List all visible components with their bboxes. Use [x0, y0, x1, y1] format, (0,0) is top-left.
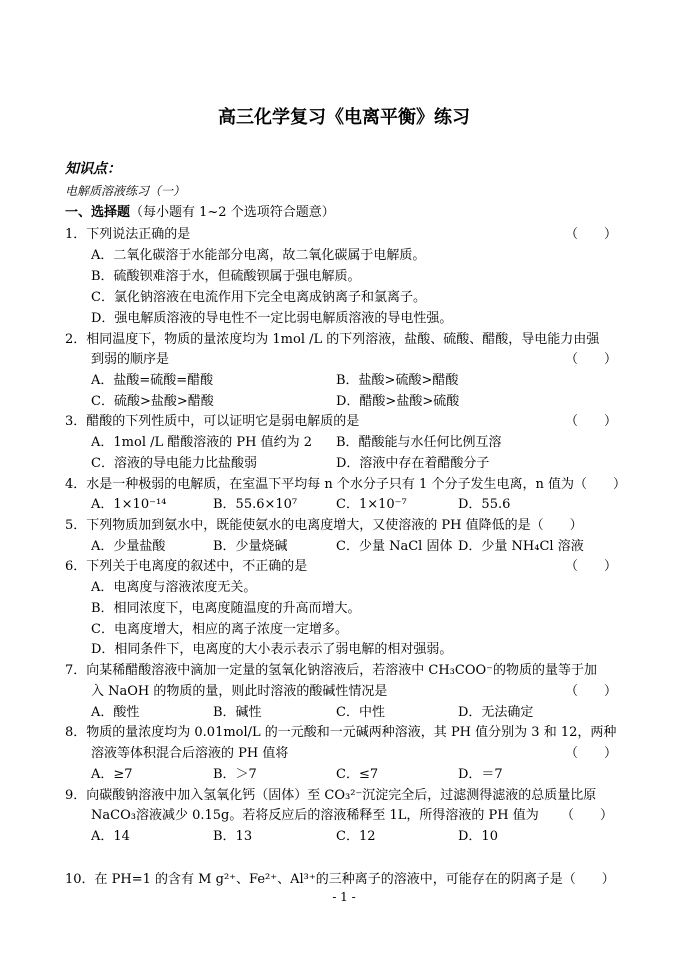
- subtitle: 电解质溶液练习（一）: [65, 184, 186, 198]
- section-title: 一、选择题: [65, 205, 131, 220]
- q8-option-d: D．＝7: [458, 767, 503, 782]
- q2-option-b: B．盐酸>硫酸>醋酸: [336, 373, 459, 388]
- q5-stem: 5．下列物质加到氨水中，既能使氨水的电离度增大，又使溶液的 PH 值降低的是（ ）: [65, 518, 583, 533]
- q9-answer-bracket: （ ）: [561, 808, 614, 823]
- q8-option-a: A．≥7: [91, 767, 133, 782]
- q6-option-d: D．相同条件下，电离度的大小表示表示了弱电解的相对强弱。: [91, 642, 453, 657]
- q7-option-a: A．酸性: [91, 705, 140, 720]
- q6-option-c: C．电离度增大，相应的离子浓度一定增多。: [91, 622, 348, 637]
- q1-option-d: D．强电解质溶液的导电性不一定比弱电解质溶液的导电性强。: [91, 311, 453, 326]
- q9-option-d: D．10: [458, 829, 498, 844]
- q2-option-a: A．盐酸=硫酸=醋酸: [91, 373, 214, 388]
- q5-option-c: C．少量 NaCl 固体: [336, 539, 453, 554]
- q6-answer-bracket: （ ）: [565, 559, 618, 574]
- q1-option-c: C．氯化钠溶液在电流作用下完全电离成钠离子和氯离子。: [91, 290, 426, 305]
- q3-answer-bracket: （ ）: [565, 414, 618, 429]
- q9-option-c: C．12: [336, 829, 376, 844]
- q10-stem: 10．在 PH=1 的含有 M g²⁺、Fe²⁺、Al³⁺的三种离子的溶液中，可能存在的阴离子是（ ）: [65, 872, 615, 887]
- q3-option-c: C．溶液的导电能力比盐酸弱: [91, 456, 257, 471]
- q3-stem: 3．醋酸的下列性质中，可以证明它是弱电解质的是: [65, 414, 360, 429]
- q6-stem: 6．下列关于电离度的叙述中，不正确的是: [65, 559, 308, 574]
- q4-option-c: C．1×10⁻⁷: [336, 497, 407, 512]
- q4-option-a: A．1×10⁻¹⁴: [91, 497, 167, 512]
- knowledge-heading: 知识点：: [65, 161, 121, 177]
- q1-stem: 1．下列说法正确的是: [65, 227, 191, 242]
- section-note: （每小题有 1~2 个选项符合题意）: [130, 205, 335, 220]
- q5-option-b: B．少量烧碱: [213, 539, 288, 554]
- q2-option-d: D．醋酸>盐酸>硫酸: [336, 394, 460, 409]
- q2-stem-line1: 2．相同温度下，物质的量浓度均为 1mol /L 的下列溶液，盐酸、硫酸、醋酸，导电能力由强: [65, 332, 600, 347]
- q4-option-b: B．55.6×10⁷: [213, 497, 298, 512]
- q9-option-a: A．14: [91, 829, 130, 844]
- q9-stem-line2: NaCO₃溶液减少 0.15g。若将反应后的溶液稀释至 1L，所得溶液的 PH 值为: [91, 808, 539, 823]
- q8-stem-line1: 8．物质的量浓度均为 0.01mol/L 的一元酸和一元碱两种溶液，其 PH 值分别为 3 和 12，两种: [65, 725, 617, 740]
- q3-option-b: B．醋酸能与水任何比例互溶: [336, 435, 502, 450]
- q4-option-d: D．55.6: [458, 497, 511, 512]
- q5-option-d: D．少量 NH₄Cl 溶液: [458, 539, 584, 554]
- q8-stem-line2: 溶液等体积混合后溶液的 PH 值将: [91, 746, 289, 761]
- page-number: - 1 -: [332, 890, 356, 904]
- q8-option-b: B．＞7: [213, 767, 257, 782]
- q7-option-d: D．无法确定: [458, 705, 534, 720]
- q6-option-b: B．相同浓度下，电离度随温度的升高而增大。: [91, 601, 361, 616]
- q3-option-a: A．1mol /L 醋酸溶液的 PH 值约为 2: [91, 435, 313, 450]
- q2-stem-line2: 到弱的顺序是: [91, 352, 170, 367]
- q6-option-a: A．电离度与溶液浓度无关。: [91, 580, 257, 595]
- q5-option-a: A．少量盐酸: [91, 539, 166, 554]
- q9-option-b: B．13: [213, 829, 253, 844]
- section-heading: [65, 206, 335, 219]
- q1-option-a: A．二氧化碳溶于水能部分电离，故二氧化碳属于电解质。: [91, 248, 426, 263]
- q9-stem-line1: 9．向碳酸钠溶液中加入氢氧化钙（固体）至 CO₃²⁻沉淀完全后，过滤测得滤液的总质量比原: [65, 788, 597, 803]
- q8-answer-bracket: （ ）: [565, 746, 618, 761]
- q7-option-c: C．中性: [336, 705, 385, 720]
- q7-stem-line1: 7．向某稀醋酸溶液中滴加一定量的氢氧化钠溶液后，若溶液中 CH₃COO⁻的物质的量等于加: [65, 663, 598, 678]
- q7-answer-bracket: （ ）: [565, 684, 618, 699]
- page-title: 高三化学复习《电离平衡》练习: [218, 107, 470, 128]
- q3-option-d: D．溶液中存在着醋酸分子: [336, 456, 490, 471]
- q7-stem-line2: 入 NaOH 的物质的量，则此时溶液的酸碱性情况是: [91, 684, 388, 699]
- q8-option-c: C．≤7: [336, 767, 379, 782]
- q2-answer-bracket: （ ）: [565, 352, 618, 367]
- q2-option-c: C．硫酸>盐酸>醋酸: [91, 394, 214, 409]
- q7-option-b: B．碱性: [213, 705, 262, 720]
- q1-option-b: B．硫酸钡难溶于水，但硫酸钡属于强电解质。: [91, 269, 361, 284]
- q1-answer-bracket: （ ）: [565, 227, 618, 242]
- q4-stem: 4．水是一种极弱的电解质，在室温下平均每 n 个水分子只有 1 个分子发生电离，n 值为（ ）: [65, 477, 626, 492]
